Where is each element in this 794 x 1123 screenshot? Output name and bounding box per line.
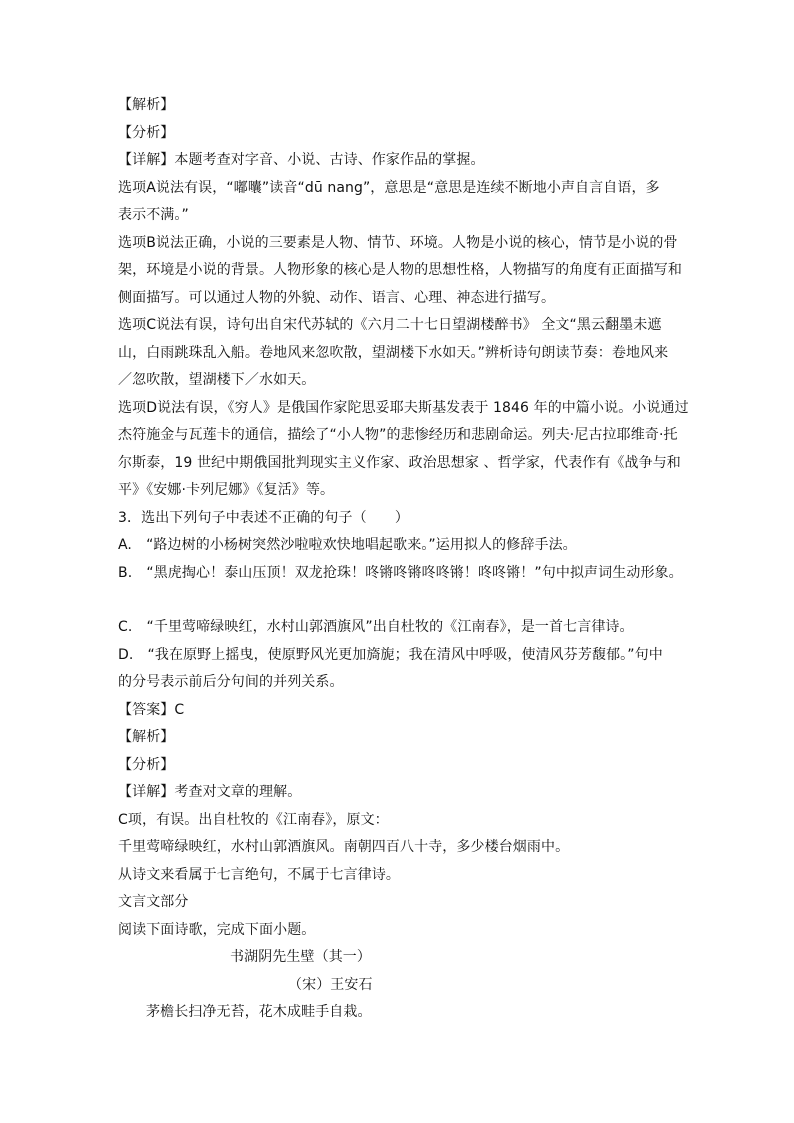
question-3-stem: 3．选出下列句子中表述不正确的句子（ ） [118,509,410,526]
poem-first-line: 茅檐长扫净无苔，花木成畦手自栽。 [146,1004,372,1020]
heading-jiexi: 【解析】 [118,97,175,113]
option-b-analysis-1: 选项B说法正确，小说的三要素是人物、情节、环境。人物是小说的核心，情节是小说的骨 [118,234,678,251]
question-3-option-d-1: D. “我在原野上摇曳，使原野风光更加旖旎；我在清风中呼吸，使清风芬芳馥郁。”句中 [118,646,663,663]
poem-original-text: 千里莺啼绿映红，水村山郭酒旗风。南朝四百八十寺，多少楼台烟雨中。 [118,839,570,855]
option-c-analysis-2: 山，白雨跳珠乱入船。卷地风来忽吹散，望湖楼下水如天。”辨析诗句朗读节奏：卷地风来 [118,344,669,361]
poem-author: （宋）王安石 [288,976,373,993]
option-b-analysis-3: 侧面描写。可以通过人物的外貌、动作、语言、心理、神态进行描写。 [118,289,556,306]
option-a-analysis-2: 表示不满。” [118,207,189,223]
question-3-option-c: C. “千里莺啼绿映红，水村山郭酒旗风”出自杜牧的《江南春》，是一首七言律诗。 [118,619,634,635]
option-b-analysis-2: 架，环境是小说的背景。人物形象的核心是人物的思想性格，人物描写的角度有正面描写和 [118,262,682,278]
heading-fenxi-2: 【分析】 [118,756,175,773]
question-3-option-a: A. “路边树的小杨树突然沙啦啦欢快地唱起歌来。”运用拟人的修辞手法。 [118,537,577,553]
question-3-option-b: B. “黑虎掏心！泰山压顶！双龙抢珠！咚锵咚锵咚咚锵！咚咚锵！”句中拟声词生动形象。 [118,564,683,581]
option-d-analysis-1: 选项D说法有误，《穷人》是俄国作家陀思妥耶夫斯基发表于 1846 年的中篇小说。小说通过 [118,399,689,416]
detail-c-item: C项，有误。出自杜牧的《江南春》，原文： [118,811,389,828]
section-title-classical: 文言文部分 [118,894,189,910]
heading-fenxi: 【分析】 [118,124,175,141]
answer-line: 【答案】C [118,701,185,718]
option-c-analysis-1: 选项C说法有误，诗句出自宋代苏轼的《六月二十七日望湖楼醉书》 全文“黑云翻墨未遮 [118,317,662,333]
detail-intro-2: 【详解】考查对文章的理解。 [118,784,302,800]
poem-title: 书湖阴先生壁（其一） [230,949,371,965]
detail-conclusion: 从诗文来看属于七言绝句，不属于七言律诗。 [118,866,400,883]
reading-instruction: 阅读下面诗歌，完成下面小题。 [118,921,316,938]
detail-intro: 【详解】本题考查对字音、小说、古诗、作家作品的掌握。 [118,152,485,168]
option-d-analysis-2: 杰符施金与瓦莲卡的通信，描绘了“小人物”的悲惨经历和悲剧命运。列夫·尼古拉耶维奇·托 [118,427,678,443]
heading-jiexi-2: 【解析】 [118,729,175,745]
option-d-analysis-4: 平》《安娜·卡列尼娜》《复活》等。 [118,482,335,498]
option-c-analysis-3: ／忽吹散，望湖楼下／水如天。 [118,372,316,388]
option-a-analysis-1: 选项A说法有误，“嘟囔”读音“dū nang”，意思是“意思是连续不断地小声自言自语，多 [118,179,660,196]
blank-line [118,587,678,614]
option-d-analysis-3: 尔斯泰，19 世纪中期俄国批判现实主义作家、政治思想家 、哲学家，代表作有《战争与和 [118,454,681,471]
document-page [118,92,689,1027]
question-3-option-d-2: 的分号表示前后分句间的并列关系。 [118,674,344,690]
